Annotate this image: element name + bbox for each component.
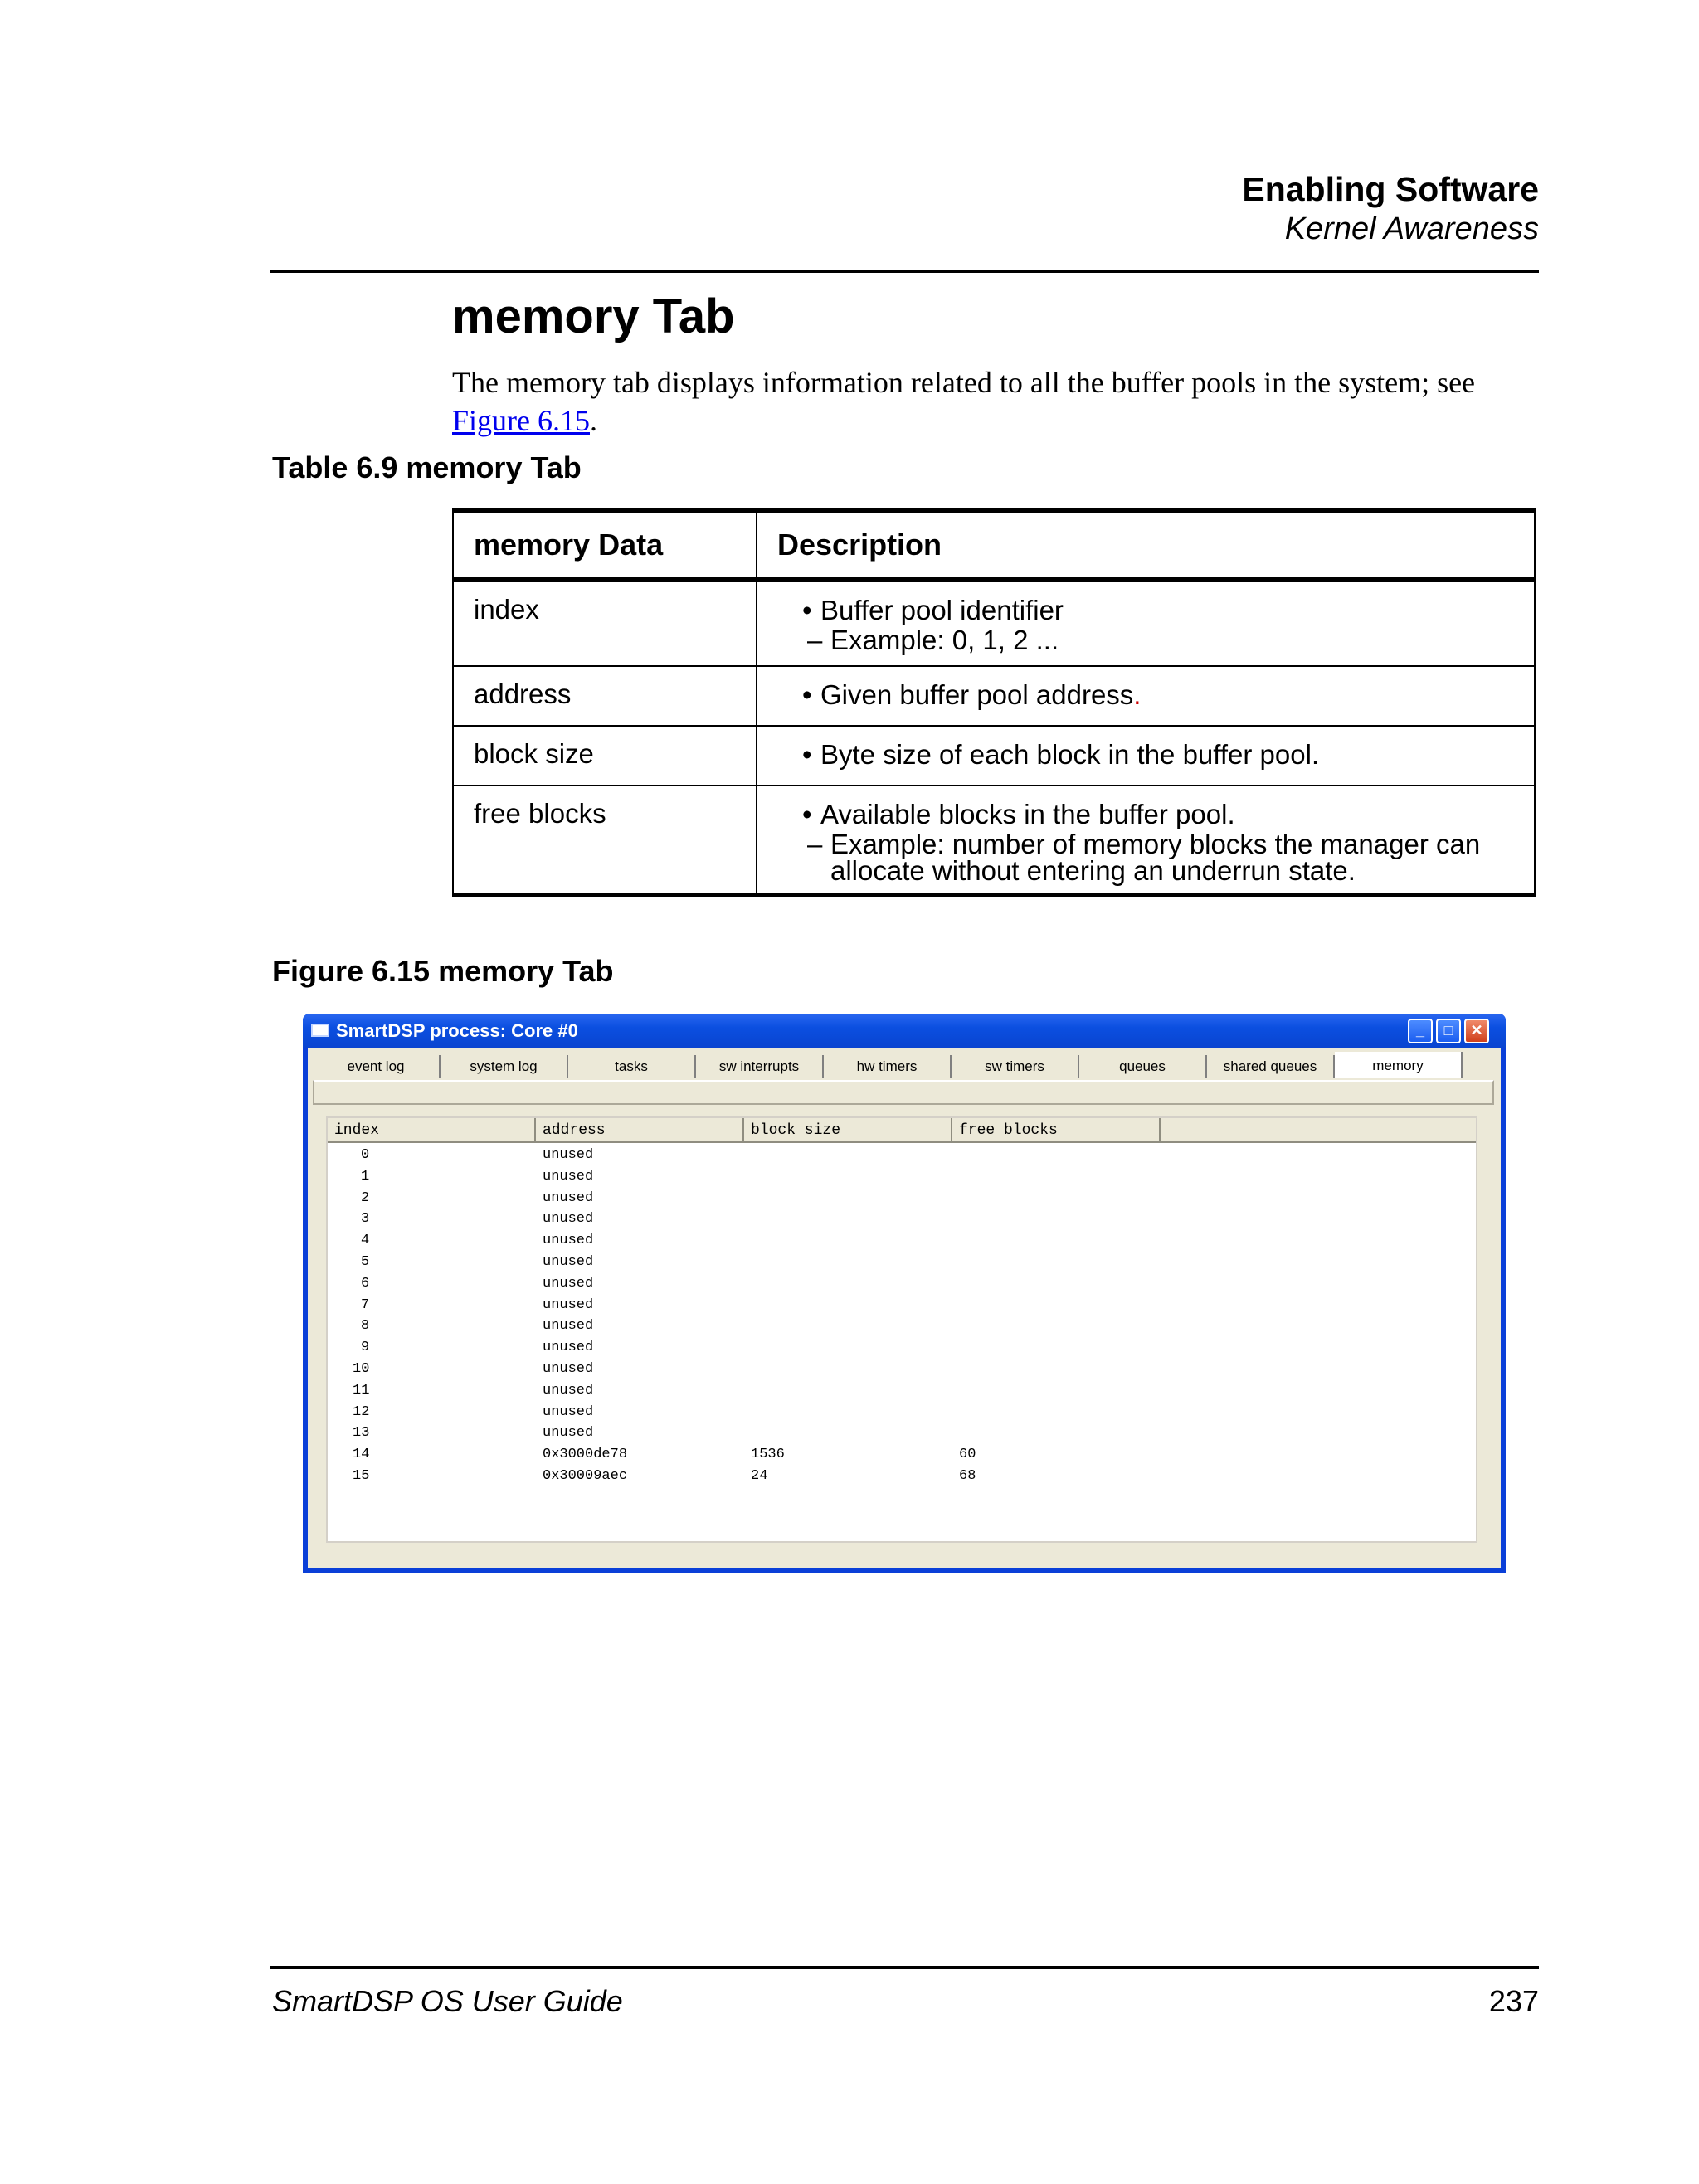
cell-address: unused [543, 1361, 594, 1377]
table-row[interactable] [328, 1252, 1476, 1273]
tab-shared-queues[interactable]: shared queues [1207, 1055, 1335, 1078]
cell-free-blocks: 60 [959, 1447, 976, 1463]
cell-index: 1 [361, 1168, 370, 1184]
intro-text: The memory tab displays information related to all the buffer pools in the system; see [452, 366, 1476, 399]
table-row[interactable] [328, 1230, 1476, 1252]
page-number: 237 [1488, 1984, 1539, 2018]
cell-index: 15 [353, 1468, 370, 1484]
cell-address: unused [543, 1211, 594, 1228]
table-row[interactable] [328, 1380, 1476, 1402]
table-row [453, 726, 1535, 786]
tab-bar [313, 1055, 1494, 1080]
cell-index: 9 [361, 1340, 370, 1356]
cell-index: 2 [361, 1189, 370, 1206]
tab-tasks[interactable]: tasks [568, 1055, 696, 1078]
cell-address: unused [543, 1340, 594, 1356]
bullet-item: • Available blocks in the buffer pool. [777, 798, 1514, 831]
row-description [757, 580, 1535, 666]
cell-address: unused [543, 1168, 594, 1184]
table-row[interactable] [328, 1188, 1476, 1209]
cell-index: 4 [361, 1233, 370, 1249]
minimize-button[interactable]: _ [1408, 1019, 1433, 1043]
column-header-free-blocks[interactable]: free blocks [952, 1118, 1161, 1143]
header-rule [270, 270, 1539, 273]
table-row[interactable] [328, 1209, 1476, 1230]
cell-address: unused [543, 1318, 594, 1335]
column-header-index[interactable]: index [328, 1118, 536, 1143]
cell-index: 0 [361, 1147, 370, 1163]
cell-address: unused [543, 1189, 594, 1206]
footer-rule [270, 1966, 1539, 1969]
running-header-title: Enabling Software [1242, 170, 1539, 208]
cell-index: 11 [353, 1382, 370, 1398]
column-header-memory-data: memory Data [453, 510, 757, 580]
cell-index: 3 [361, 1211, 370, 1228]
table-row [453, 580, 1535, 666]
table-row[interactable] [328, 1316, 1476, 1337]
cell-index: 7 [361, 1296, 370, 1313]
row-name-address: address [453, 666, 757, 726]
cell-address: unused [543, 1403, 594, 1420]
bullet-item: • Byte size of each block in the buffer pool. [777, 738, 1514, 771]
cell-index: 12 [353, 1403, 370, 1420]
table-row[interactable] [328, 1145, 1476, 1166]
cell-index: 6 [361, 1275, 370, 1291]
column-header-description: Description [757, 510, 1535, 580]
cell-address: unused [543, 1382, 594, 1398]
row-name-index: index [453, 580, 757, 666]
smartdsp-process-window [303, 1014, 1506, 1573]
window-client-area [308, 1048, 1501, 1568]
column-header-address[interactable]: address [536, 1118, 744, 1143]
tab-panel-strip [313, 1080, 1494, 1105]
footer-document-title: SmartDSP OS User Guide [272, 1984, 623, 2018]
cell-address: unused [543, 1275, 594, 1291]
running-header-subtitle: Kernel Awareness [1284, 212, 1539, 246]
bullet-text: Given buffer pool address [820, 679, 1134, 710]
memory-data-table [452, 508, 1536, 897]
cell-free-blocks: 68 [959, 1468, 976, 1484]
maximize-button[interactable]: □ [1436, 1019, 1461, 1043]
cell-index: 5 [361, 1254, 370, 1270]
memory-list-view [326, 1116, 1477, 1543]
cell-address: unused [543, 1296, 594, 1313]
intro-paragraph [452, 363, 1531, 440]
window-title-bar[interactable] [303, 1014, 1506, 1048]
tab-hw-timers[interactable]: hw timers [824, 1055, 952, 1078]
dash-item: – Example: number of memory blocks the manager can allocate without entering an underrun state. [777, 831, 1514, 884]
bullet-end: . [1133, 679, 1142, 710]
close-button[interactable]: ✕ [1464, 1019, 1489, 1043]
cell-index: 8 [361, 1318, 370, 1335]
row-description [757, 726, 1535, 786]
cell-index: 10 [353, 1361, 370, 1377]
table-row[interactable] [328, 1273, 1476, 1295]
tab-system-log[interactable]: system log [441, 1055, 568, 1078]
bullet-item [777, 679, 1514, 712]
cell-address: unused [543, 1254, 594, 1270]
cell-address: unused [543, 1233, 594, 1249]
table-row[interactable] [328, 1402, 1476, 1423]
window-title: SmartDSP process: Core #0 [336, 1020, 578, 1041]
table-row[interactable] [328, 1359, 1476, 1380]
table-header-row [453, 510, 1535, 580]
table-row[interactable] [328, 1166, 1476, 1188]
bullet-item: • Buffer pool identifier [777, 594, 1514, 627]
cell-address: unused [543, 1425, 594, 1442]
row-name-block-size: block size [453, 726, 757, 786]
table-caption: Table 6.9 memory Tab [272, 450, 582, 484]
cell-index: 13 [353, 1425, 370, 1442]
intro-end: . [590, 404, 597, 437]
row-description [757, 666, 1535, 726]
tab-memory[interactable]: memory [1335, 1052, 1463, 1078]
table-row[interactable] [328, 1295, 1476, 1316]
cell-block-size: 1536 [751, 1447, 785, 1463]
column-header-block-size[interactable]: block size [744, 1118, 952, 1143]
table-row[interactable] [328, 1444, 1476, 1466]
tab-sw-timers[interactable]: sw timers [952, 1055, 1079, 1078]
section-heading: memory Tab [452, 289, 735, 343]
row-name-free-blocks: free blocks [453, 786, 757, 895]
cell-address: 0x3000de78 [543, 1447, 628, 1463]
cell-address: unused [543, 1147, 594, 1163]
table-row[interactable] [328, 1337, 1476, 1359]
table-row [453, 786, 1535, 895]
window-icon [311, 1024, 329, 1037]
cell-block-size: 24 [751, 1468, 768, 1484]
row-description [757, 786, 1535, 895]
figure-link[interactable]: Figure 6.15 [452, 404, 590, 437]
cell-index: 14 [353, 1447, 370, 1463]
column-header-blank [1161, 1118, 1476, 1143]
table-row [453, 666, 1535, 726]
tab-event-log[interactable]: event log [313, 1055, 441, 1078]
figure-caption: Figure 6.15 memory Tab [272, 954, 614, 988]
cell-address: 0x30009aec [543, 1468, 628, 1484]
tab-queues[interactable]: queues [1079, 1055, 1207, 1078]
dash-item: – Example: 0, 1, 2 ... [777, 627, 1514, 654]
tab-sw-interrupts[interactable]: sw interrupts [696, 1055, 824, 1078]
table-row[interactable] [328, 1466, 1476, 1487]
table-row[interactable] [328, 1423, 1476, 1444]
